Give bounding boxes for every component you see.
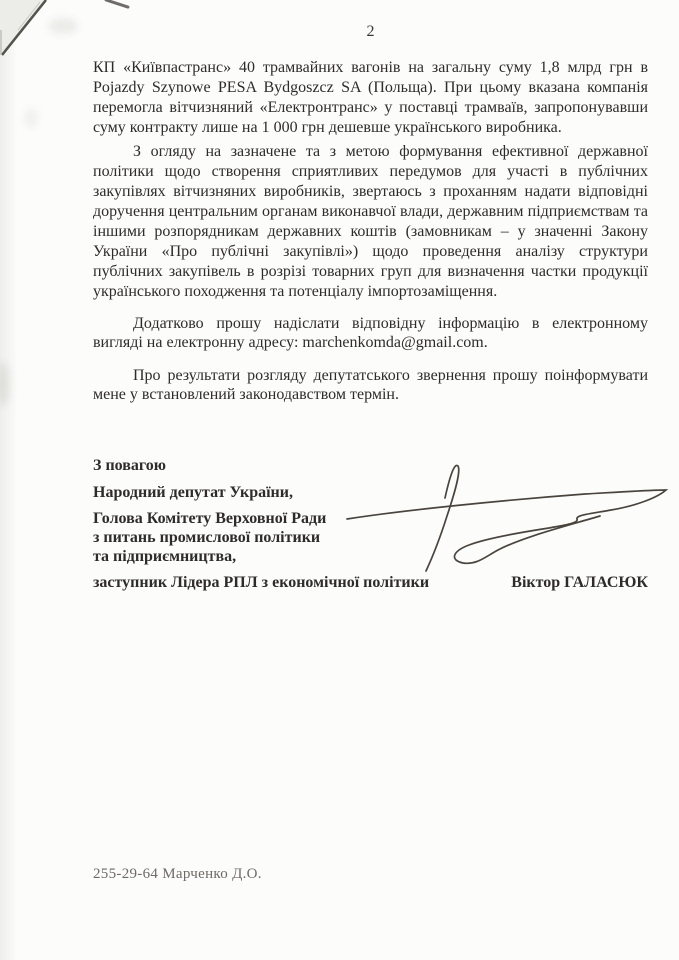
signature-title-line: з питань промислової політики bbox=[93, 529, 321, 546]
body-paragraph-4: Про результати розгляду депутатського звернення прошу поінформувати мене у встановлений законодавством термін. bbox=[93, 367, 648, 403]
signature-title-line: заступник Лідера РПЛ з економічної політики bbox=[93, 574, 430, 591]
scan-smudge bbox=[24, 108, 38, 128]
scan-edge-shading bbox=[0, 0, 18, 960]
footer-reference: 255-29-64 Марченко Д.О. bbox=[93, 866, 262, 882]
body-paragraph-1: КП «Київпастранс» 40 трамвайних вагонів на загальну суму 1,8 млрд грн в Pojazdy Szynowe PESA Bydgoszcz SA (Польща). При цьому вказана компанія перемогла вітчизняний «Електронтранс» у поставці трамваїв, запропонувавши суму контракту лише на 1 000 грн дешевше українського виробника. bbox=[93, 59, 648, 136]
signature-salutation: З повагою bbox=[93, 457, 166, 474]
body-paragraph-2: З огляду на зазначене та з метою формування ефективної державної політики щодо створення сприятливих передумов для участі в публічних закупівлях вітчизняних виробників, звертаюсь з проханням надати відповідні доручення центральним органам виконавчої влади, державним підприємствам та іншими розпорядникам державних коштів (замовникам – у значенні Закону України «Про публічні закупівлі») щодо проведення аналізу структури публічних закупівель в розрізі товарних груп для визначення частки продукції українського походження та потенціалу імпортозаміщення. bbox=[93, 143, 648, 300]
signature-block bbox=[93, 456, 648, 593]
signature-title-group bbox=[93, 509, 648, 566]
letter-body bbox=[93, 22, 648, 593]
signature-row bbox=[93, 573, 648, 593]
folded-page-corner-icon bbox=[0, 0, 62, 62]
body-paragraph-3: Додатково прошу надіслати відповідну інформацію в електронному вигляді на електронну адресу: marchenkomda@gmail.com. bbox=[93, 315, 648, 351]
signatory-name: Віктор ГАЛАСЮК bbox=[511, 574, 648, 591]
signature-title-line: та підприємництва, bbox=[93, 548, 237, 565]
signature-title-line: Голова Комітету Верховної Ради bbox=[93, 510, 327, 527]
signature-title-line: Народний депутат України, bbox=[93, 484, 293, 501]
scan-smudge bbox=[0, 362, 10, 406]
scan-top-edge-mark bbox=[104, 0, 130, 9]
page-number: 2 bbox=[366, 23, 375, 40]
